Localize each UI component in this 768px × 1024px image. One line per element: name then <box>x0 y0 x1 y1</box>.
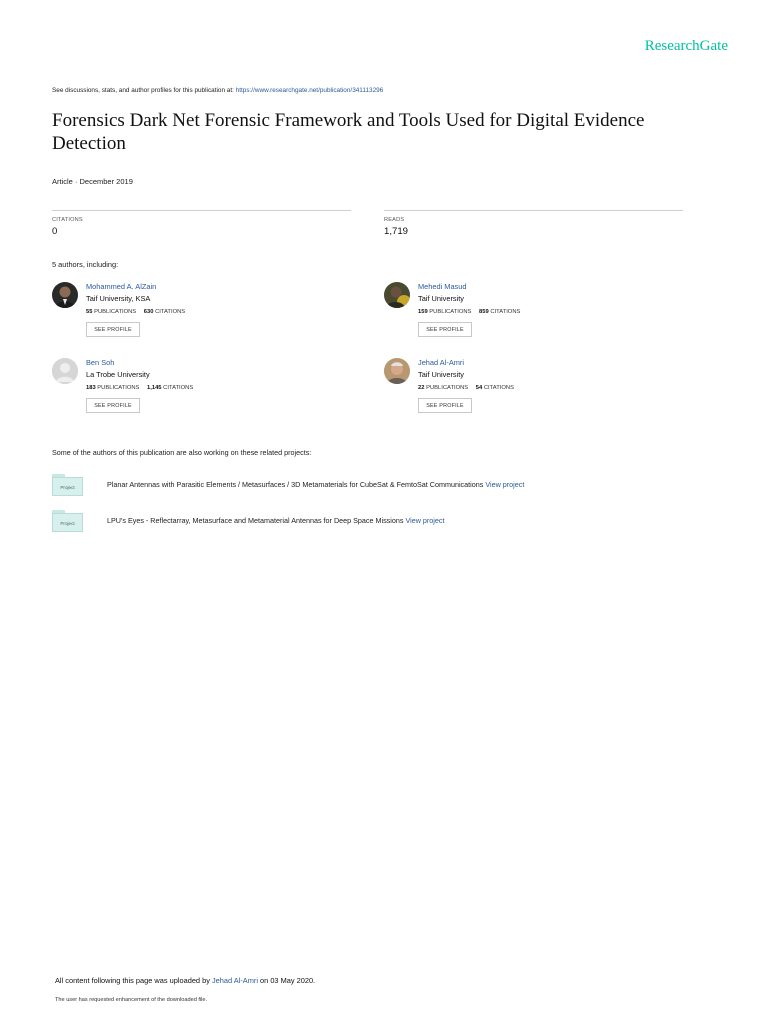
avatar-placeholder-icon[interactable] <box>52 358 78 384</box>
author-name[interactable]: Jehad Al-Amri <box>418 358 465 367</box>
view-project-link[interactable]: View project <box>485 480 525 489</box>
publication-title: Forensics Dark Net Forensic Framework and Tools Used for Digital Evidence Detection <box>52 110 645 154</box>
publication-url-link[interactable]: https://www.researchgate.net/publication/341113296 <box>235 87 384 94</box>
project-folder-icon <box>52 510 83 532</box>
citations-count: 630 <box>143 309 154 315</box>
article-meta: Article · December 2019 <box>52 177 133 186</box>
project-title: LPU's Eyes - Reflectarray, Metasurface and Metamaterial Antennas for Deep Space Missions <box>107 516 404 525</box>
citations-label: CITATIONS <box>155 309 186 315</box>
author-affiliation: Taif University, KSA <box>86 294 151 303</box>
project-item <box>52 474 732 496</box>
author-name[interactable]: Mehedi Masud <box>418 282 467 291</box>
upload-prefix: All content following this page was uploaded by <box>55 976 210 985</box>
discussion-text: See discussions, stats, and author profiles for this publication at: <box>52 87 234 94</box>
avatar[interactable] <box>384 282 410 308</box>
project-title: Planar Antennas with Parasitic Elements / Metasurfaces / 3D Metamaterials for CubeSat & FemtoSat Communications <box>107 480 484 489</box>
project-icon-label: Project <box>52 477 83 496</box>
publications-count: 183 <box>86 385 96 391</box>
author-affiliation: Taif University <box>418 370 464 379</box>
author-stats <box>418 309 520 315</box>
citations-label: CITATIONS <box>490 309 521 315</box>
project-folder-icon <box>52 474 83 496</box>
publications-label: PUBLICATIONS <box>429 309 472 315</box>
citations-count: 1,145 <box>147 385 162 391</box>
avatar[interactable] <box>52 282 78 308</box>
author-stats <box>418 385 514 391</box>
citations-count: 54 <box>475 385 483 391</box>
view-project-link[interactable]: View project <box>405 516 445 525</box>
citations-label: CITATIONS <box>52 217 83 223</box>
publications-count: 22 <box>418 385 425 391</box>
reads-metric <box>384 210 683 237</box>
author-name[interactable]: Ben Soh <box>86 358 115 367</box>
see-profile-button[interactable]: SEE PROFILE <box>418 398 472 413</box>
see-profile-button[interactable]: SEE PROFILE <box>86 322 140 337</box>
project-text <box>107 480 524 489</box>
publications-label: PUBLICATIONS <box>94 309 137 315</box>
upload-note <box>55 976 315 985</box>
author-affiliation: La Trobe University <box>86 370 150 379</box>
reads-value: 1,719 <box>384 226 409 237</box>
see-profile-button[interactable]: SEE PROFILE <box>86 398 140 413</box>
uploader-link[interactable]: Jehad Al-Amri <box>211 976 258 985</box>
see-profile-button[interactable]: SEE PROFILE <box>418 322 472 337</box>
citations-label: CITATIONS <box>483 385 514 391</box>
author-stats <box>86 309 185 315</box>
authors-heading: 5 authors, including: <box>52 260 119 269</box>
avatar[interactable] <box>384 358 410 384</box>
project-item <box>52 510 732 532</box>
publications-count: 55 <box>86 309 93 315</box>
publications-label: PUBLICATIONS <box>426 385 469 391</box>
citations-metric <box>52 210 351 237</box>
citations-count: 859 <box>479 309 489 315</box>
author-affiliation: Taif University <box>418 294 464 303</box>
reads-label: READS <box>384 217 405 223</box>
enhancement-note: The user has requested enhancement of the downloaded file. <box>55 997 208 1003</box>
publications-label: PUBLICATIONS <box>97 385 140 391</box>
project-text <box>107 516 445 525</box>
project-icon-label: Project <box>52 513 83 532</box>
upload-suffix: on 03 May 2020. <box>260 976 316 985</box>
researchgate-logo[interactable]: ResearchGate <box>644 38 728 54</box>
publications-count: 159 <box>418 309 428 315</box>
author-name[interactable]: Mohammed A. AlZain <box>86 282 157 291</box>
author-stats <box>86 385 193 391</box>
related-projects-heading: Some of the authors of this publication are also working on these related projects: <box>52 448 312 457</box>
citations-label: CITATIONS <box>163 385 194 391</box>
citations-value: 0 <box>52 226 58 237</box>
discussion-line <box>52 87 383 94</box>
